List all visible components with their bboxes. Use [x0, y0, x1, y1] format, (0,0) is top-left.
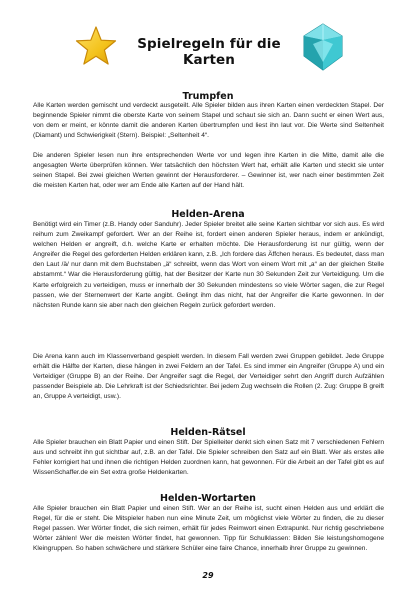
paragraph: Die Arena kann auch im Klassenverband gespielt werden. In diesem Fall werden zwei Gruppen gebildet. Jede Gruppe erhält die Hälfte der Karten, diese hängen in zwei Feldern an der Tafel. Es sind immer ein Angreifer (Gruppe A) und ein Verteidiger (Gruppe B) an der Reihe. Der Angreifer sagt die Regel, der Verteidiger sehrt den Angriff durch Aufzählen passender Beispiele ab. Die Lehrkraft ist der Schiedsrichter. Bei jedem Zug wechseln die Rollen (2. Zug: Gruppe B greift an, Gruppe A verteidigt, usw.). — [33, 353, 384, 401]
section-heading-helden-raetsel: Helden-Rätsel — [170, 427, 246, 438]
paragraph: Alle Spieler brauchen ein Blatt Papier und einen Stift. Wer an der Reihe ist, sucht einen Helden aus und erklärt die Regel, für die er steht. Die Mitspieler haben nun eine Minute Zeit, um möglichst viele Wörter zu finden, die zu dieser Regel passen. Wer Wörter findet, die sich reimen, erhält für jedes Reimwort einen Extrapunkt. Nur richtig geschriebene Wörter zählen! Wer die meisten Wörter findet, hat gewonnen. Tipp für Schulklassen: Bilden Sie leistungshomogene Kleingruppen. So haben schwächere und stärkere Schüler eine faire Chance, innerhalb ihrer Gruppe zu gewinnen. — [33, 505, 384, 553]
paragraph: Benötigt wird ein Timer (z.B. Handy oder Sanduhr). Jeder Spieler breitet alle seine Karten sichtbar vor sich aus. Es wird reihum zum Zweikampf gefordert. Wer an der Reihe ist, fordert einen anderen Spieler heraus, indem er ankündigt, welchen Helden er angreift, d.h. welche Karte er erhalten möchte. Die Herausforderung ist nur gültig, wenn der Angreifer die Regel des geforderten Helden erklären kann, z.B. „Ich fordere das Äffchen heraus. Es bedeutet, dass man den Laut /ä/ nur dann mit dem Buchstaben „ä“ schreibt, wenn das Wort von einem Wort mit „a“ an der gleichen Stelle abstammt.“ War die Herausforderung gültig, hat der Besitzer der Karte nun 30 Sekunden Zeit zur Verteidigung. Um die Karte erfolgreich zu verteidigen, muss er innerhalb der 30 Sekunden mindestens so viele Wörter sagen, die zur Regel passen, wie der Sternenwert der Karte angibt. Gelingt ihm das nicht, hat der Angreifer die Karte gewonnen. In der nächsten Runde kann sie aber nach den gleichen Regeln zurück gefordert werden. — [33, 221, 384, 309]
paragraph: Die anderen Spieler lesen nun ihre entsprechenden Werte vor und legen ihre Karten in die Mitte, damit alle die angesagten Werte überprüfen können. Wer tatsächlich den höchsten Wert hat, erhält alle Karten und steckt sie unter seinen Stapel. Bei zwei gleichen Werten gewinnt der Herausforderer. – Gewinner ist, wer nach einer bestimmten Zeit die meisten Karten hat, oder wer am Ende alle Karten auf der Hand hält. — [33, 152, 384, 190]
star-icon — [74, 25, 118, 67]
page-title: Spielregeln für die Karten — [137, 36, 281, 68]
paragraph: Alle Karten werden gemischt und verdeckt ausgeteilt. Alle Spieler bilden aus ihren Karten einen verdeckten Stapel. Der beginnende Spieler nimmt die oberste Karte von seinem Stapel und schaut sie sich an. Dann sucht er einen Wert aus, von dem er meint, er könnte damit die anderen Karten übertrumpfen und liest ihn laut vor. Die Werte sind Seltenheit (Diamant) und Schwierigkeit (Stern). Beispiel: „Seltenheit 4“. — [33, 102, 384, 140]
paragraph: Alle Spieler brauchen ein Blatt Papier und einen Stift. Der Spielleiter denkt sich einen Satz mit 7 verschiedenen Fehlern aus und schreibt ihn gut sichtbar auf, z.B. an der Tafel. Die Spieler schreiben den Satz auf ein Blatt. Wer als erstes alle Fehler korrigiert hat und ihnen die richtigen Helden zuordnen kann, hat gewonnen. Für die Arbeit an der Tafel gibt es auf WissenSchaffer.de ein Set extra große Heldenkarten. — [33, 439, 384, 477]
section-heading-helden-wortarten: Helden-Wortarten — [160, 493, 256, 504]
page-number: 29 — [202, 571, 214, 580]
section-heading-helden-arena: Helden-Arena — [171, 209, 245, 220]
diamond-icon — [300, 22, 346, 72]
section-heading-trumpfen: Trumpfen — [182, 91, 234, 102]
